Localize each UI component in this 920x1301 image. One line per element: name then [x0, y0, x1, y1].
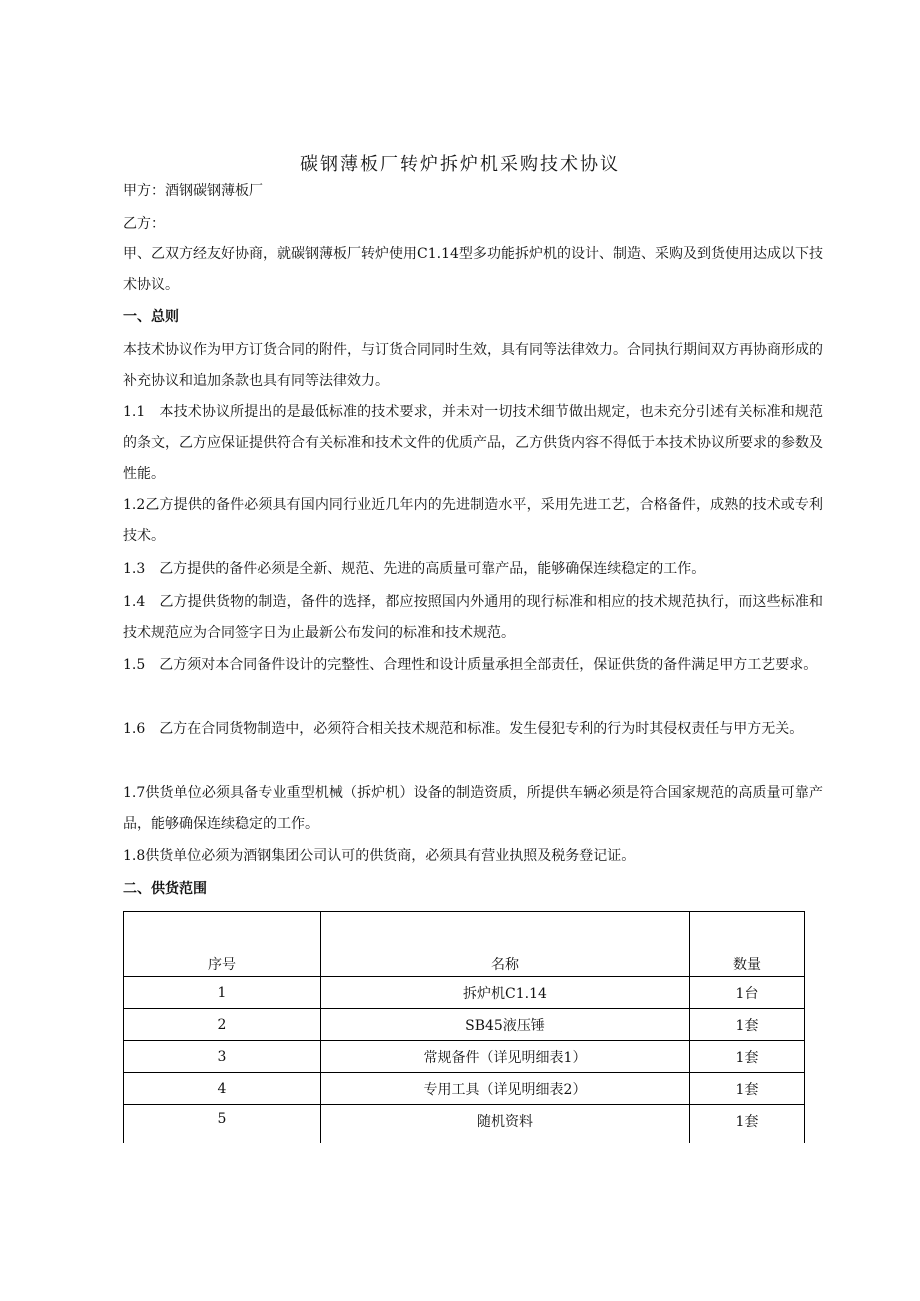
table-row: [124, 1105, 805, 1144]
cell-index: 1: [124, 977, 321, 1009]
cell-name: 拆炉机C1.14: [321, 977, 690, 1009]
cell-quantity: 1套: [690, 1105, 805, 1144]
table-row: [124, 1041, 805, 1073]
supply-scope-table: [123, 911, 805, 1143]
cell-quantity: 1套: [690, 1073, 805, 1105]
table-row: [124, 1073, 805, 1105]
clause-1-3: 1.3 乙方提供的备件必须是全新、规范、先进的高质量可靠产品，能够确保连续稳定的工作。: [123, 561, 706, 577]
column-header-index: 序号: [124, 912, 321, 977]
clause-1-4: 1.4 乙方提供货物的制造，备件的选择，都应按照国内外通用的现行标准和相应的技术规范执行，而这些标准和技术规范应为合同签字日为止最新公布发问的标准和技术规范。: [123, 594, 823, 641]
cell-index: 5: [124, 1105, 321, 1144]
clause-1-7: 1.7供货单位必须具备专业重型机械（拆炉机）设备的制造资质，所提供车辆必须是符合国家规范的高质量可靠产品，能够确保连续稳定的工作。: [123, 785, 823, 832]
cell-name: 随机资料: [321, 1105, 690, 1144]
clause-1-5: 1.5 乙方须对本合同备件设计的完整性、合理性和设计质量承担全部责任，保证供货的备件满足甲方工艺要求。: [123, 657, 818, 673]
cell-name: 专用工具（详见明细表2）: [321, 1073, 690, 1105]
cell-quantity: 1套: [690, 1009, 805, 1041]
cell-index: 2: [124, 1009, 321, 1041]
section-2-heading: 二、供货范围: [123, 881, 207, 897]
party-a: 甲方：酒钢碳钢薄板厂: [123, 183, 263, 199]
column-header-quantity: 数量: [690, 912, 805, 977]
cell-quantity: 1套: [690, 1041, 805, 1073]
clause-1-6: 1.6 乙方在合同货物制造中，必须符合相关技术规范和标准。发生侵犯专利的行为时其侵权责任与甲方无关。: [123, 721, 804, 737]
cell-index: 3: [124, 1041, 321, 1073]
cell-index: 4: [124, 1073, 321, 1105]
intro-paragraph: 甲、乙双方经友好协商，就碳钢薄板厂转炉使用C1.14型多功能拆炉机的设计、制造、采购及到货使用达成以下技术协议。: [123, 246, 823, 293]
cell-name: SB45液压锤: [321, 1009, 690, 1041]
clause-1-2: 1.2乙方提供的备件必须具有国内同行业近几年内的先进制造水平，采用先进工艺，合格备件，成熟的技术或专利技术。: [123, 497, 823, 544]
party-b: 乙方：: [123, 216, 165, 232]
document-title: 碳钢薄板厂转炉拆炉机采购技术协议: [300, 154, 620, 175]
clause-1-8: 1.8供货单位必须为酒钢集团公司认可的供货商，必须具有营业执照及税务登记证。: [123, 848, 636, 864]
cell-quantity: 1台: [690, 977, 805, 1009]
general-paragraph: 本技术协议作为甲方订货合同的附件，与订货合同同时生效，具有同等法律效力。合同执行期间双方再协商形成的补充协议和追加条款也具有同等法律效力。: [123, 342, 823, 389]
cell-name: 常规备件（详见明细表1）: [321, 1041, 690, 1073]
section-1-heading: 一、总则: [123, 309, 179, 325]
clause-1-1: 1.1 本技术协议所提出的是最低标准的技术要求，并未对一切技术细节做出规定，也未充分引述有关标准和规范的条文，乙方应保证提供符合有关标准和技术文件的优质产品，乙方供货内容不得低于本技术协议所要求的参数及性能。: [123, 404, 823, 482]
table-header-row: [124, 912, 805, 977]
column-header-name: 名称: [321, 912, 690, 977]
table-row: [124, 977, 805, 1009]
table-row: [124, 1009, 805, 1041]
